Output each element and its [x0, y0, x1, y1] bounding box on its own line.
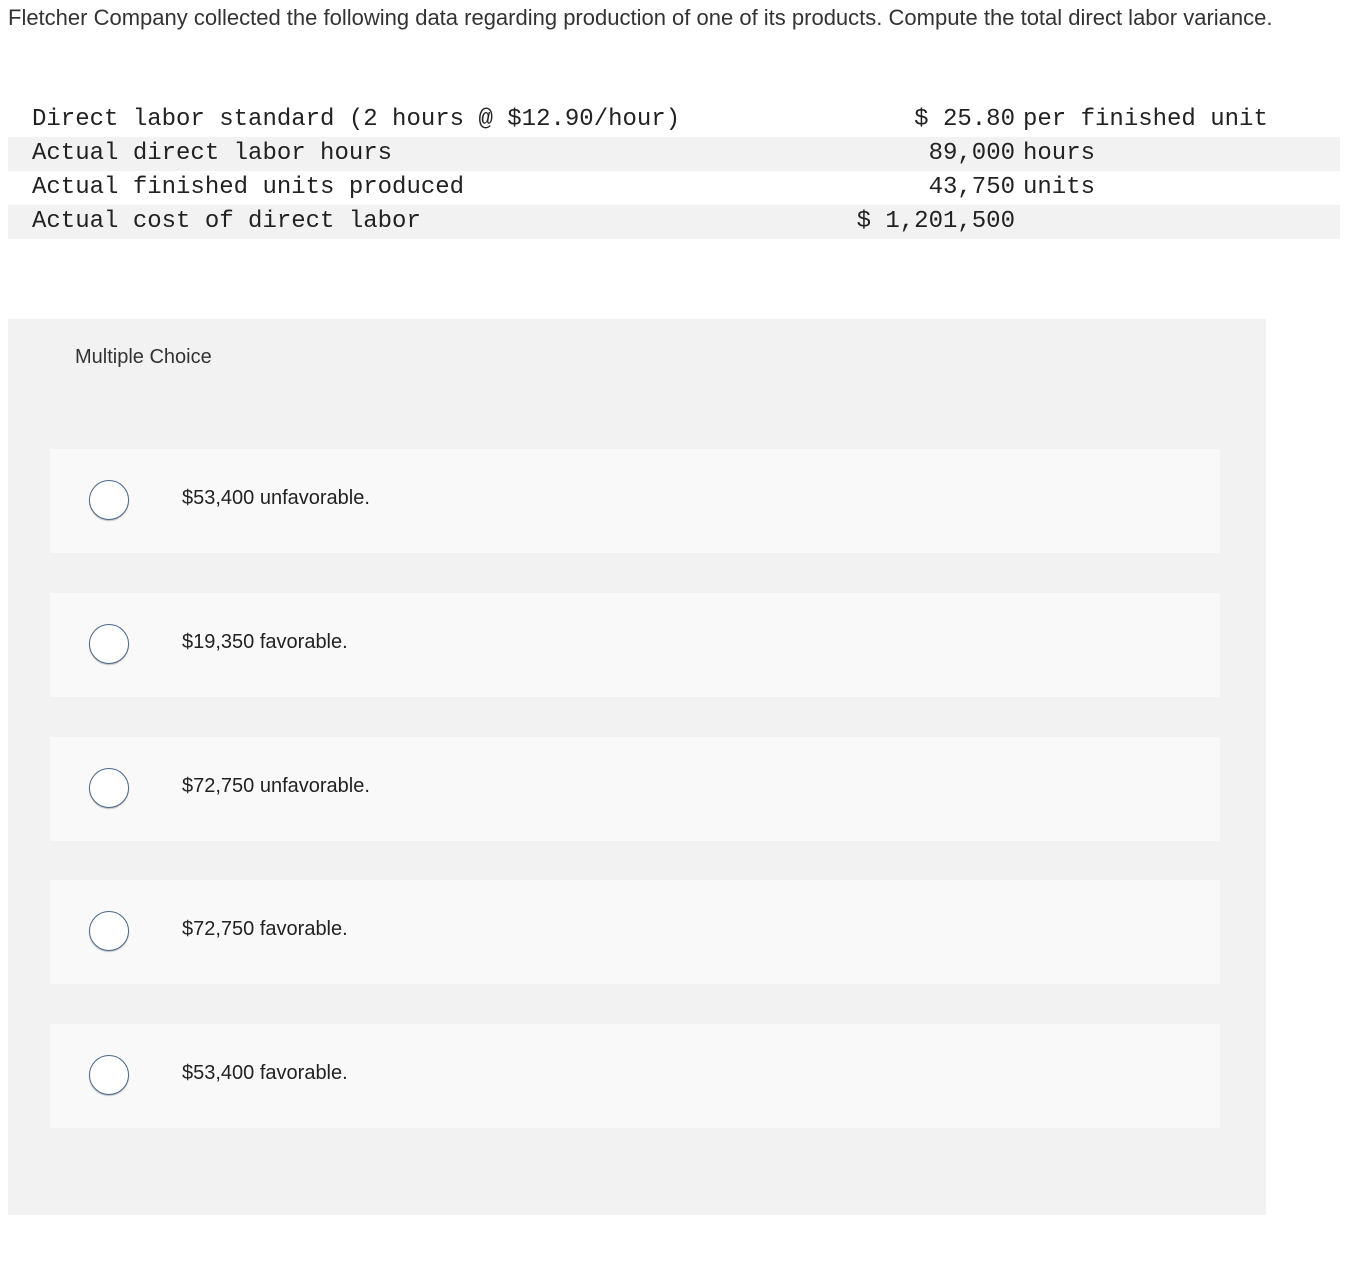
data-unit: per finished unit	[1023, 106, 1268, 133]
multiple-choice-title: Multiple Choice	[75, 346, 212, 368]
choice-label: $72,750 unfavorable.	[182, 775, 370, 797]
data-row	[8, 137, 1340, 171]
multiple-choice-panel	[8, 319, 1266, 1215]
data-label: Actual finished units produced	[32, 174, 465, 201]
data-label: Actual cost of direct labor	[32, 208, 421, 235]
data-unit: hours	[1023, 140, 1096, 167]
radio-button[interactable]	[89, 911, 129, 951]
multiple-choice-options	[8, 399, 1266, 1215]
question-text: Fletcher Company collected the following data regarding production of one of its products. Compute the total direct labor variance.	[8, 5, 1273, 30]
data-table	[8, 103, 1340, 239]
data-value: 43,750	[928, 174, 1015, 201]
radio-button[interactable]	[89, 480, 129, 520]
radio-button[interactable]	[89, 768, 129, 808]
radio-button[interactable]	[89, 624, 129, 664]
choice-option-2[interactable]	[50, 593, 1220, 697]
choice-option-1[interactable]	[50, 449, 1220, 553]
data-value: 89,000	[928, 140, 1015, 167]
data-value: $ 1,201,500	[856, 208, 1015, 235]
multiple-choice-header	[8, 319, 1266, 399]
choice-option-3[interactable]	[50, 737, 1220, 841]
choice-option-4[interactable]	[50, 880, 1220, 984]
choice-label: $72,750 favorable.	[182, 918, 348, 940]
data-row	[8, 205, 1340, 239]
choice-label: $53,400 unfavorable.	[182, 487, 370, 509]
data-label: Direct labor standard (2 hours @ $12.90/hour)	[32, 106, 681, 133]
choice-label: $19,350 favorable.	[182, 631, 348, 653]
data-row	[8, 171, 1340, 205]
data-label: Actual direct labor hours	[32, 140, 393, 167]
data-value: $ 25.80	[914, 106, 1015, 133]
data-row	[8, 103, 1340, 137]
data-unit: units	[1023, 174, 1096, 201]
choice-option-5[interactable]	[50, 1024, 1220, 1128]
choice-label: $53,400 favorable.	[182, 1062, 348, 1084]
radio-button[interactable]	[89, 1055, 129, 1095]
